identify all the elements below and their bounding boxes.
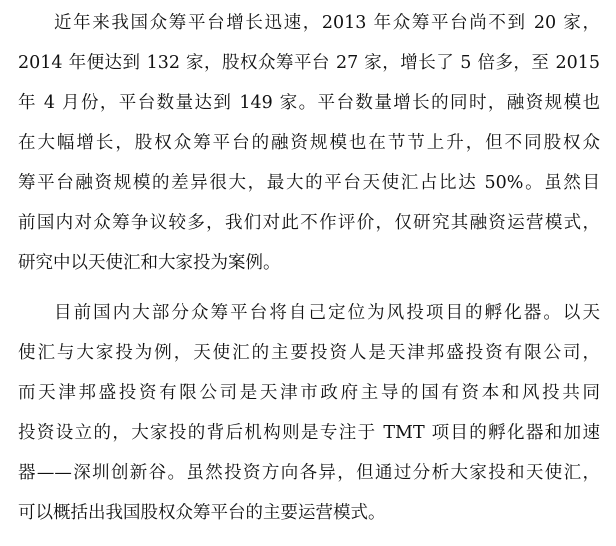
paragraph-1-line-2: 2014 年便达到 132 家，股权众筹平台 27 家，增长了 5 倍多，至 2015 <box>18 53 600 73</box>
paragraph-1-line-4: 在大幅增长，股权众筹平台的融资规模也在节节上升，但不同股权众 <box>18 133 600 153</box>
paragraph-2-line-3: 而天津邦盛投资有限公司是天津市政府主导的国有资本和风投共同 <box>18 383 600 403</box>
paragraph-2-line-4: 投资设立的，大家投的背后机构则是专注于 TMT 项目的孵化器和加速 <box>18 423 600 443</box>
paragraph-2-line-5: 器——深圳创新谷。虽然投资方向各异，但通过分析大家投和天使汇， <box>18 463 600 483</box>
paragraph-1-line-6: 前国内对众筹争议较多，我们对此不作评价，仅研究其融资运营模式， <box>18 213 600 233</box>
paragraph-2-line-1: 目前国内大部分众筹平台将自己定位为风投项目的孵化器。以天 <box>54 303 600 323</box>
paragraph-1-line-3: 年 4 月份，平台数量达到 149 家。平台数量增长的同时，融资规模也 <box>18 93 600 113</box>
paragraph-1-line-1: 近年来我国众筹平台增长迅速，2013 年众筹平台尚不到 20 家， <box>54 13 600 33</box>
paragraph-1-line-5: 筹平台融资规模的差异很大，最大的平台天使汇占比达 50%。虽然目 <box>18 173 600 193</box>
paragraph-1-line-7: 研究中以天使汇和大家投为案例。 <box>18 253 281 273</box>
paragraph-2-line-2: 使汇与大家投为例，天使汇的主要投资人是天津邦盛投资有限公司， <box>18 343 600 363</box>
paragraph-2-line-6: 可以概括出我国股权众筹平台的主要运营模式。 <box>18 503 386 523</box>
